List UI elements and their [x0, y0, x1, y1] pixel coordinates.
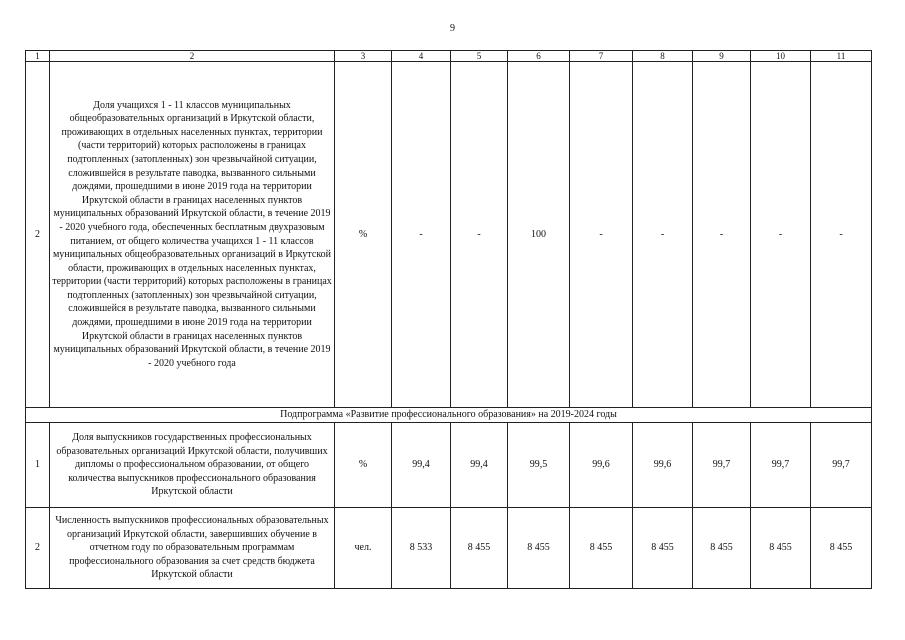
value-cell: 8 455: [508, 508, 570, 589]
value-cell: -: [392, 62, 451, 408]
value-cell: -: [451, 62, 508, 408]
table-row: [26, 62, 872, 408]
column-number: 5: [451, 51, 508, 62]
column-numbers-row: [26, 51, 872, 62]
row-number: 1: [26, 423, 50, 508]
table-row: [26, 423, 872, 508]
subprogram-row: [26, 408, 872, 423]
value-cell: 99,6: [633, 423, 693, 508]
indicator-description: Доля выпускников государственных профессиональных образовательных организаций Иркутской области, получивших дипломы о профессиональном образовании, от общего количества выпускников профессионального образования Иркутской области: [50, 423, 335, 508]
column-number: 2: [50, 51, 335, 62]
value-cell: 8 455: [570, 508, 633, 589]
column-number: 1: [26, 51, 50, 62]
value-cell: 99,4: [451, 423, 508, 508]
value-cell: 8 455: [633, 508, 693, 589]
row-number: 2: [26, 508, 50, 589]
value-cell: -: [693, 62, 751, 408]
subprogram-title: Подпрограмма «Развитие профессионального образования» на 2019-2024 годы: [26, 408, 872, 423]
unit-cell: %: [335, 423, 392, 508]
value-cell: 99,7: [751, 423, 811, 508]
table-row: [26, 508, 872, 589]
page-number: 9: [450, 23, 455, 34]
value-cell: -: [570, 62, 633, 408]
indicator-description: Численность выпускников профессиональных образовательных организаций Иркутской области, завершивших обучение в отчетном году по образовательным программам профессионального образования за счет средств бюджета Иркутской области: [50, 508, 335, 589]
value-cell: 99,5: [508, 423, 570, 508]
value-cell: -: [811, 62, 872, 408]
value-cell: 8 455: [811, 508, 872, 589]
column-number: 6: [508, 51, 570, 62]
value-cell: -: [633, 62, 693, 408]
unit-cell: чел.: [335, 508, 392, 589]
value-cell: 8 455: [751, 508, 811, 589]
unit-cell: %: [335, 62, 392, 408]
column-number: 4: [392, 51, 451, 62]
indicator-table: [25, 50, 872, 589]
value-cell: 99,7: [693, 423, 751, 508]
value-cell: 8 455: [693, 508, 751, 589]
value-cell: 99,4: [392, 423, 451, 508]
column-number: 3: [335, 51, 392, 62]
row-number: 2: [26, 62, 50, 408]
column-number: 9: [693, 51, 751, 62]
value-cell: 99,6: [570, 423, 633, 508]
column-number: 11: [811, 51, 872, 62]
column-number: 10: [751, 51, 811, 62]
value-cell: 8 533: [392, 508, 451, 589]
indicator-description: Доля учащихся 1 - 11 классов муниципальных общеобразовательных организаций в Иркутской области, проживающих в отдельных населенных пунктах, территории (части территорий) которых расположены в границах подтопленных (затопленных) зон чрезвычайной ситуации, сложившейся в результате паводка, вызванного сильными дождями, прошедшими в июне 2019 года на территории Иркутской области в границах населенных пунктов муниципальных образований Иркутской области, в течение 2019 - 2020 учебного года, обеспеченных бесплатным двухразовым питанием, от общего количества учащихся 1 - 11 классов муниципальных общеобразовательных организаций в Иркутской области, проживающих в отдельных населенных пунктах, территории (части территорий) которых расположены в границах подтопленных (затопленных) зон чрезвычайной ситуации, сложившейся в результате паводка, вызванного сильными дождями, прошедшими в июне 2019 года на территории Иркутской области в границах населенных пунктов муниципальных образований Иркутской области, в течение 2019 - 2020 учебного года: [50, 62, 335, 408]
column-number: 7: [570, 51, 633, 62]
value-cell: 8 455: [451, 508, 508, 589]
column-number: 8: [633, 51, 693, 62]
value-cell: -: [751, 62, 811, 408]
value-cell: 100: [508, 62, 570, 408]
value-cell: 99,7: [811, 423, 872, 508]
